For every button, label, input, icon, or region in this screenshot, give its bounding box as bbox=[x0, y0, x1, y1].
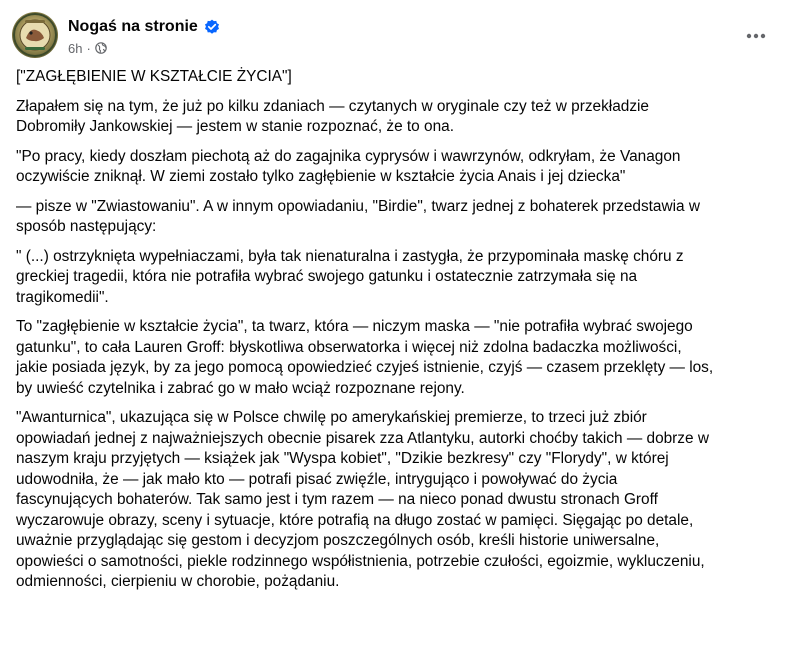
post-paragraph: "Awanturnica", ukazująca się w Polsce chwilę po amerykańskiej premierze, to trzeci już zbiór opowiadań jednej z najważniejszych obecnie pisarek zza Atlantyku, autorki choćby takich — dobrze w naszym kraju przyjętych — książek jak "Wyspa kobiet", "Dzikie bezkresy" czy "Florydy", w której udowodniła, że — jak mało kto — potrafi pisać zwięźle, intrygująco i powoływać do życia fascynujących bohaterów. Tak samo jest i tym razem — na nieco ponad dwustu stronach Groff wyczarowuje obrazy, sceny i sytuacje, które potrafią na długo zostać w pamięci. Sięgając po detale, uważnie przyglądając się gestom i decyzjom poszczególnych osób, kreśli historie uniwersalne, opowieści o samotności, piekle rodzinnego współistnienia, potrzebie czułości, egoizmie, wykluczeniu, odmienności, cierpieniu w chorobie, pożądaniu. bbox=[16, 409, 709, 590]
post-paragraph-title: ["ZAGŁĘBIENIE W KSZTAŁCIE ŻYCIA"] bbox=[16, 68, 292, 85]
post-header bbox=[12, 12, 774, 60]
page-name[interactable]: Nogaś na stronie bbox=[68, 18, 198, 35]
post-paragraph-quote: "Po pracy, kiedy doszłam piechotą aż do zagajnika cyprysów i wawrzynów, odkryłam, że Vanagon oczywiście zniknął. W ziemi zostało tylko zagłębienie w kształcie życia Anais i jej dziecka" bbox=[16, 147, 681, 185]
page-avatar[interactable] bbox=[12, 12, 58, 58]
post-paragraph: Złapałem się na tym, że już po kilku zdaniach — czytanych w oryginale czy też w przekładzie Dobromiły Jankowskiej — jestem w stanie rozpoznać, że to ona. bbox=[16, 97, 649, 135]
post-timestamp[interactable]: 6h bbox=[68, 40, 83, 56]
page-name-row bbox=[68, 16, 220, 38]
avatar-logo-icon bbox=[12, 12, 58, 58]
post-text bbox=[16, 67, 776, 602]
post-paragraph: To "zagłębienie w kształcie życia", ta twarz, która — niczym maska — "nie potrafiła wybrać swojego gatunku", to cała Lauren Groff: błyskotliwa obserwatorka i więcej niż zdolna badaczka możliwości, jakie posiada język, by za jego pomocą opowiedzieć czyjeś istnienie, czyjś — czasem przeklęty — los, by uwieść czytelnika i zabrać go w mało wciąż rozpoznane rejony. bbox=[16, 318, 714, 397]
more-options-button[interactable] bbox=[742, 22, 770, 50]
verified-badge-icon bbox=[204, 19, 220, 35]
meta-separator: · bbox=[86, 40, 91, 56]
post-paragraph: — pisze w "Zwiastowaniu". A w innym opowiadaniu, "Birdie", twarz jednej z bohaterek przedstawia w sposób następujący: bbox=[16, 197, 700, 235]
globe-icon[interactable] bbox=[95, 42, 107, 54]
post-paragraph-quote: " (...) ostrzyknięta wypełniaczami, była tak nienaturalna i zastygła, że przypominała maskę chóru z greckiej tragedii, która nie potrafiła wybrać swojego gatunku i ostatecznie zatrzymała się na tragikomedii". bbox=[16, 247, 684, 306]
post-meta bbox=[68, 39, 107, 57]
more-options-icon bbox=[746, 33, 766, 39]
